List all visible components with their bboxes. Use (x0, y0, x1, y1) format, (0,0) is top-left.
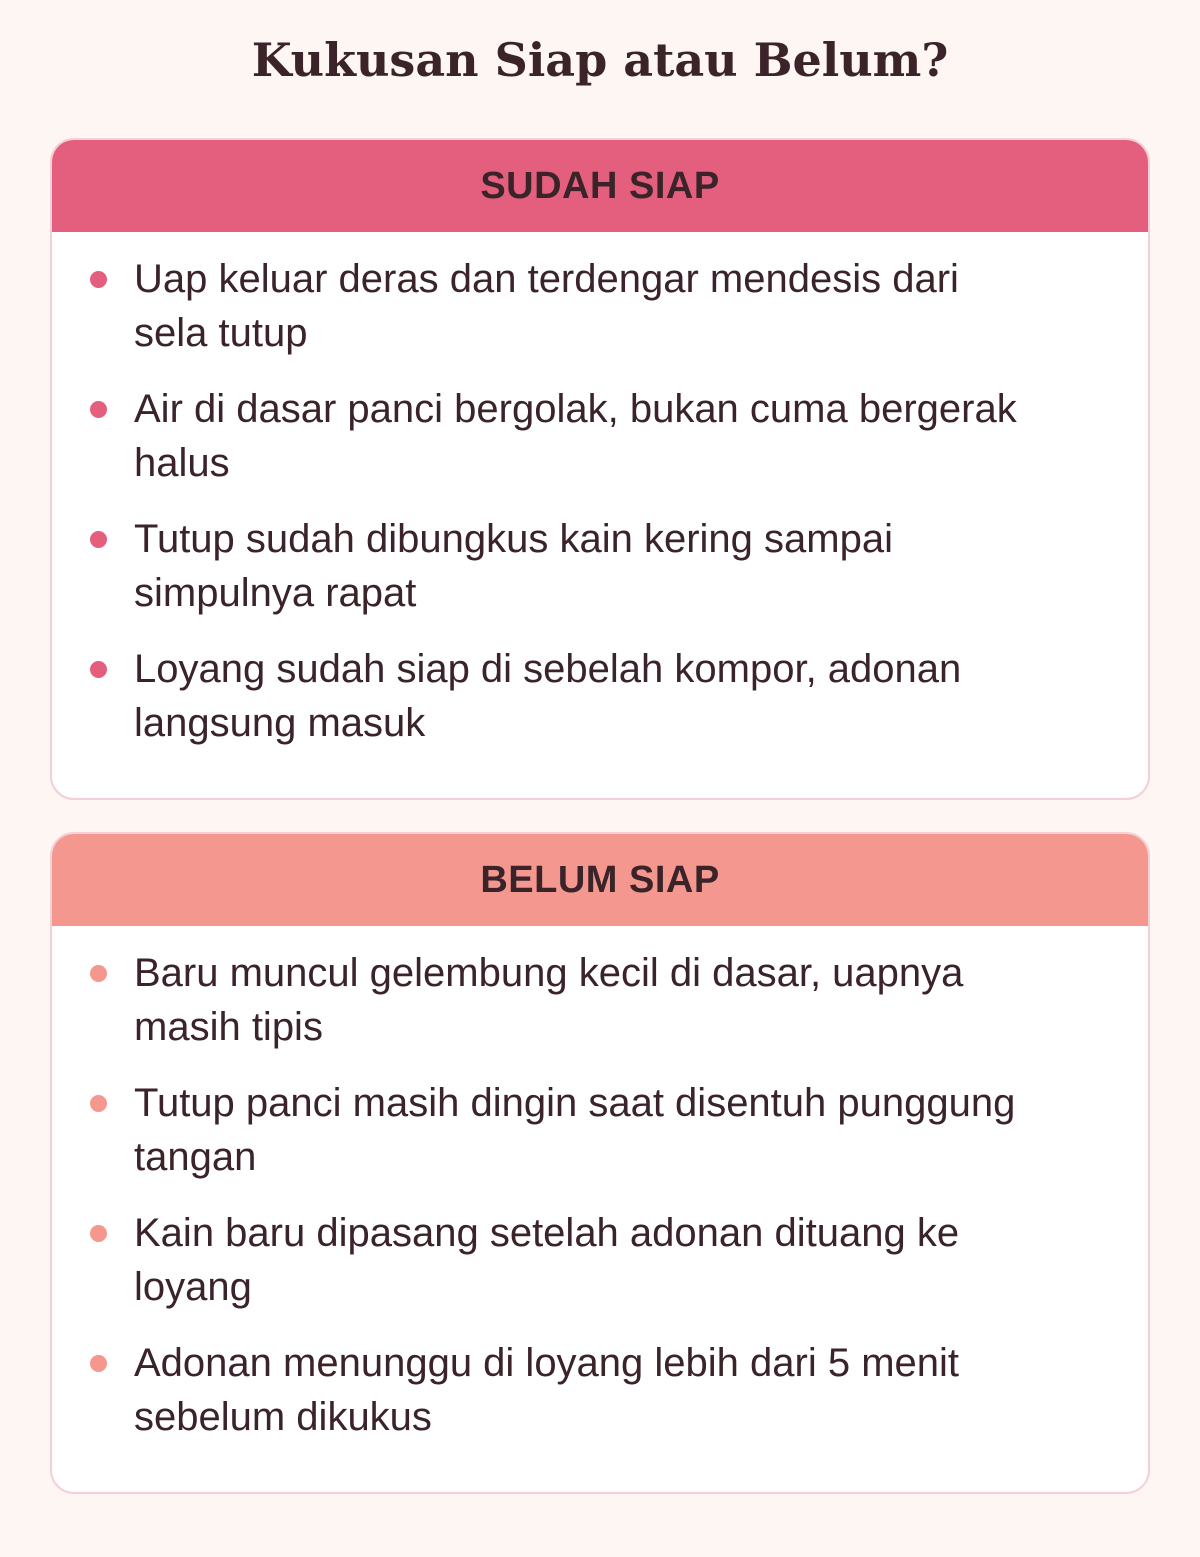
bullet-dot-icon (90, 661, 107, 678)
list-item-text: Tutup panci masih dingin saat disentuh punggung tangan (134, 1081, 1016, 1179)
list-item (52, 512, 1148, 620)
bullet-dot-icon (90, 531, 107, 548)
list-item (52, 1206, 1148, 1314)
bullet-dot-icon (90, 1225, 107, 1242)
ready-card (50, 138, 1150, 800)
list-item (52, 946, 1148, 1054)
bullet-dot-icon (90, 271, 107, 288)
list-item-text: Air di dasar panci bergolak, bukan cuma bergerak halus (134, 387, 1017, 485)
list-item-text: Loyang sudah siap di sebelah kompor, adonan langsung masuk (134, 647, 962, 745)
list-item-text: Baru muncul gelembung kecil di dasar, uapnya masih tipis (134, 951, 964, 1049)
list-item-text: Adonan menunggu di loyang lebih dari 5 menit sebelum dikukus (134, 1341, 960, 1439)
bullet-dot-icon (90, 1095, 107, 1112)
list-item-text: Uap keluar deras dan terdengar mendesis dari sela tutup (134, 257, 959, 355)
ready-list (52, 232, 1148, 750)
list-item-text: Tutup sudah dibungkus kain kering sampai simpulnya rapat (134, 517, 893, 615)
not-ready-list (52, 926, 1148, 1444)
not-ready-card-header: BELUM SIAP (52, 834, 1148, 926)
bullet-dot-icon (90, 1355, 107, 1372)
not-ready-card (50, 832, 1150, 1494)
list-item (52, 382, 1148, 490)
list-item-text: Kain baru dipasang setelah adonan dituang ke loyang (134, 1211, 960, 1309)
bullet-dot-icon (90, 401, 107, 418)
list-item (52, 252, 1148, 360)
list-item (52, 1076, 1148, 1184)
page-title: Kukusan Siap atau Belum? (251, 33, 949, 87)
list-item (52, 642, 1148, 750)
list-item (52, 1336, 1148, 1444)
ready-card-header: SUDAH SIAP (52, 140, 1148, 232)
bullet-dot-icon (90, 965, 107, 982)
